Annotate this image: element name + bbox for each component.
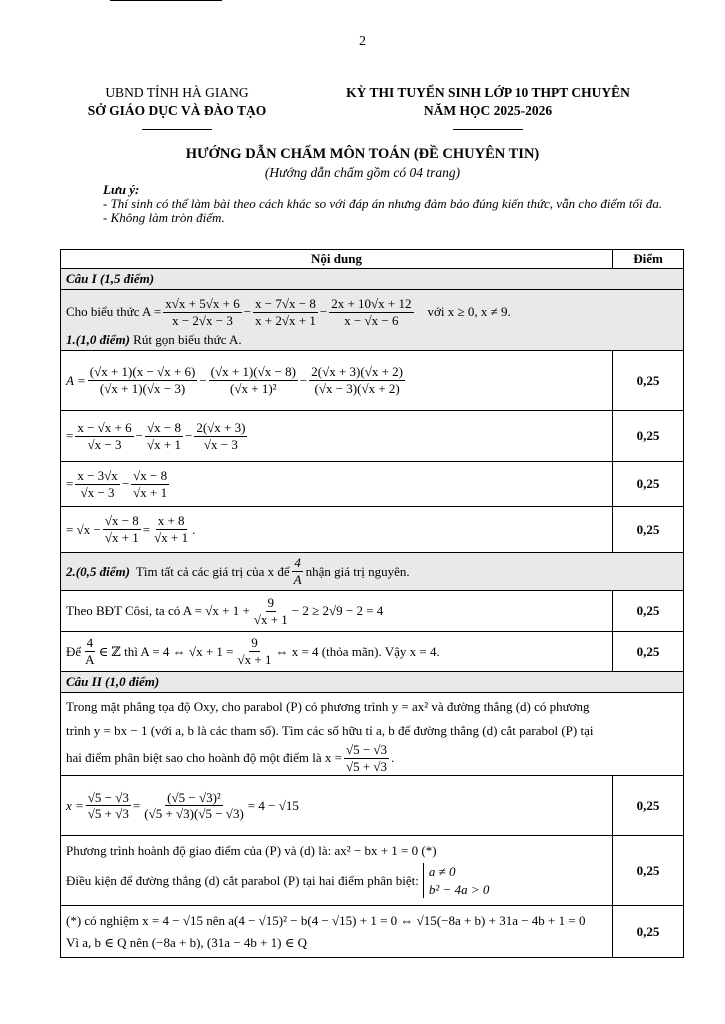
step6-prefix: Để <box>66 643 82 659</box>
table-header-row <box>61 250 684 269</box>
q1-part2-f-den: A <box>293 572 302 587</box>
solution-step-2: = $\frac{x - √x + 6}{√x - 3}$ − $\frac{√x - 8}{√x + 1}$ − $\frac{2(√x + 3)}{√x - 3}$ <box>61 411 613 462</box>
q1-part1-line <box>66 332 678 348</box>
score-cell: 0,25 <box>613 462 684 507</box>
solution-row <box>61 632 684 672</box>
question-1-part2-row <box>61 553 684 591</box>
step8-line1: Phương trình hoành độ giao điểm của (P) và (d) là: ax² − bx + 1 = 0 (*) <box>66 843 437 859</box>
note-item: - Thí sinh có thể làm bài theo cách khác so với đáp án nhưng đảm bảo đúng kiến thức, vẫn cho điểm tối đa. <box>103 196 663 211</box>
q1-f1-num: x√x + 5√x + 6 <box>165 295 240 311</box>
step3-a-den: √x − 3 <box>80 484 115 500</box>
header-score: Điểm <box>613 250 684 269</box>
q2-intro-line1: Trong mặt phẳng tọa độ Oxy, cho parabol (P) có phương trình y = ax² và đường thẳng (d) có phương <box>66 699 590 714</box>
step3-b-den: √x + 1 <box>133 484 168 500</box>
section-row-q1 <box>61 269 684 290</box>
grading-table <box>60 249 684 958</box>
q2-intro-line2: trình y = bx − 1 (với a, b là các tham số). Tìm các số hữu tỉ a, b để đường thẳng (d) cắt parabol (P) tại <box>66 723 594 738</box>
solution-step-8 <box>61 836 613 906</box>
step5-f-num: 9 <box>267 594 275 610</box>
page-number: 2 <box>359 34 366 49</box>
q1-part1-text: Rút gọn biểu thức A. <box>133 332 242 347</box>
notes <box>103 183 663 225</box>
step1-c-den: (√x − 3)(√x + 2) <box>314 381 400 396</box>
step1-lhs: A = <box>66 372 86 388</box>
solution-step-7: x = $\frac{√5 - √3}{√5 + √3}$ = $\frac{\text{(√5 − √3)²}}{(√5 + √3)(√5 - √3)}$ = 4 − √15 <box>61 776 613 836</box>
step2-b-num: √x − 8 <box>147 419 181 435</box>
q1-f2-den: x + 2√x + 1 <box>255 312 316 328</box>
step7-b-num: (√5 − √3)² <box>167 789 221 805</box>
question-2-intro: Trong mặt phẳng tọa độ Oxy, cho parabol (P) có phương trình y = ax² và đường thẳng (d) có phương trình y = bx − 1 (với a, b là các tham số). Tìm các số hữu tỉ a, b để đường thẳng (d) cắt parabol (P) tại hai điểm phân biệt sao cho hoành độ một điểm là x = $\frac{√5 - √3}{√5 + √3}$ . <box>61 693 684 776</box>
score-cell: 0,25 <box>613 351 684 411</box>
document-subtitle: (Hướng dẫn chấm gồm có 04 trang) <box>264 165 461 180</box>
top-rule <box>110 0 222 1</box>
step2-c-num: 2(√x + 3) <box>196 419 246 435</box>
header-left <box>66 84 288 138</box>
step4-b-num: x + 8 <box>157 513 185 529</box>
step6-f2-den: √x + 1 <box>237 652 272 667</box>
score-cell: 0,25 <box>613 836 684 906</box>
score-cell: 0,25 <box>613 776 684 836</box>
question-1-part2 <box>61 553 684 591</box>
header-right-underline <box>318 120 658 138</box>
q1-part2-f-num: 4 <box>294 555 301 571</box>
step3-b-num: √x − 8 <box>133 467 168 483</box>
header-right <box>318 84 658 138</box>
q1-f1-den: x − 2√x − 3 <box>172 312 233 328</box>
solution-step-3: = $\frac{x - 3√x}{√x - 3}$ − $\frac{√x - 8}{√x + 1}$ <box>61 462 613 507</box>
step6-f2-num: 9 <box>251 635 258 651</box>
step1-a-den: (√x + 1)(√x − 3) <box>99 381 186 396</box>
section-row-q2 <box>61 672 684 693</box>
question-2-title: Câu II (1,0 điểm) <box>61 672 684 693</box>
step3-a-num: x − 3√x <box>77 467 118 483</box>
step8-line2: Điều kiện để đường thẳng (d) cắt parabol (P) tại hai điểm phân biệt: <box>66 872 419 888</box>
q1-intro-prefix: Cho biểu thức A = <box>66 304 162 319</box>
score-cell: 0,25 <box>613 632 684 672</box>
score-cell: 0,25 <box>613 591 684 632</box>
q1-part2-text1: Tìm tất cả các giá trị của x để <box>135 563 290 579</box>
solution-row <box>61 507 684 553</box>
header-left-line2: SỞ GIÁO DỤC VÀ ĐÀO TẠO <box>87 103 267 118</box>
q1-intro-condition: với x ≥ 0, x ≠ 9. <box>427 304 511 319</box>
question-1-title: Câu I (1,5 điểm) <box>61 269 684 290</box>
solution-step-6 <box>61 632 613 672</box>
question-1-intro-row <box>61 290 684 351</box>
step1-b-num: (√x + 1)(√x − 8) <box>210 364 296 380</box>
solution-row <box>61 462 684 507</box>
step4-a-den: √x + 1 <box>104 530 139 545</box>
step7-lhs: x = <box>66 797 84 813</box>
notes-heading: Lưu ý: <box>103 182 140 197</box>
step9-line2: Vì a, b ∈ Q nên (−8a + b), (31a − 4b + 1) ∈ Q <box>66 934 307 950</box>
document-title: HƯỚNG DẪN CHẤM MÔN TOÁN (ĐỀ CHUYÊN TIN) <box>185 146 540 162</box>
step7-a-den: √5 + √3 <box>87 806 129 822</box>
score-cell: 0,25 <box>613 906 684 958</box>
step8-cond1: a ≠ 0 <box>428 864 456 880</box>
step5-suffix: − 2 ≥ 2√9 − 2 = 4 <box>291 603 384 618</box>
q2-intro-line3: hai điểm phân biệt sao cho hoành độ một điểm là x = <box>66 749 342 765</box>
solution-row <box>61 776 684 836</box>
step4-b-den: √x + 1 <box>154 530 189 545</box>
header-right-line2: NĂM HỌC 2025-2026 <box>423 103 553 118</box>
step6-f-den: A <box>85 652 95 667</box>
header-left-line1: UBND TỈNH HÀ GIANG <box>105 85 249 100</box>
q2-intro-f-num: √5 − √3 <box>345 742 388 757</box>
score-cell: 0,25 <box>613 507 684 553</box>
step7-result: = 4 − √15 <box>247 797 299 813</box>
solution-step-5 <box>61 591 613 632</box>
q1-f3-den: x − √x − 6 <box>344 312 399 328</box>
condition-system <box>423 863 489 898</box>
solution-step-1: A = $\frac{(√x + 1)(x - √x + 6)}{(√x + 1)(√x - 3)}$ − $\frac{(√x + 1)(√x - 8)}{\text{(√x + 1)²}}$ − $\frac{2(√x + 3)(√x + 2)}{(√x - 3)(√x + 2)}$ <box>61 351 613 411</box>
step2-b-den: √x + 1 <box>147 436 181 452</box>
header-content: Nội dung <box>61 250 613 269</box>
step6-f-num: 4 <box>86 635 94 651</box>
solution-step-4: = √x − $\frac{√x - 8}{√x + 1}$ = $\frac{x + 8}{√x + 1}$ . <box>61 507 613 553</box>
solution-row <box>61 906 684 958</box>
note-item: - Không làm tròn điểm. <box>103 210 225 225</box>
q1-f2-num: x − 7√x − 8 <box>255 295 316 311</box>
step9-line1: (*) có nghiệm x = 4 − √15 nên a(4 − √15)² − b(4 − √15) + 1 = 0 ⇔ √15(−8a + b) + 31a − 4b + 1 = 0 <box>66 912 586 928</box>
step1-a-num: (√x + 1)(x − √x + 6) <box>89 364 196 380</box>
solution-step-9 <box>61 906 613 958</box>
step8-cond2: b² − 4a > 0 <box>428 881 490 897</box>
header-right-line1: KỲ THI TUYỂN SINH LỚP 10 THPT CHUYÊN <box>346 85 630 100</box>
step4-lead: = √x − <box>66 521 101 537</box>
solution-row <box>61 411 684 462</box>
header-left-underline <box>66 120 288 138</box>
step6-middle: ∈ ℤ thì A = 4 ⇔ √x + 1 = <box>98 643 234 659</box>
step2-a-den: √x − 3 <box>87 436 122 452</box>
step5-prefix: Theo BĐT Côsi, ta có A = √x + 1 + <box>66 603 250 618</box>
q1-f3-num: 2x + 10√x + 12 <box>331 295 412 311</box>
q1-part2-text2: nhận giá trị nguyên. <box>305 563 410 579</box>
step2-a-num: x − √x + 6 <box>77 419 132 435</box>
step5-f-den: √x + 1 <box>253 611 288 627</box>
step1-b-den: (√x + 1)² <box>230 381 277 396</box>
step6-suffix: ⇔ x = 4 (thỏa mãn). Vậy x = 4. <box>275 643 440 659</box>
q1-part1-label: 1.(1,0 điểm) <box>66 332 130 347</box>
solution-row <box>61 836 684 906</box>
step4-a-num: √x − 8 <box>104 513 139 529</box>
solution-row <box>61 351 684 411</box>
step2-c-den: √x − 3 <box>203 436 238 452</box>
step7-a-num: √5 − √3 <box>87 789 129 805</box>
solution-row <box>61 591 684 632</box>
score-cell: 0,25 <box>613 411 684 462</box>
q1-part2-label: 2.(0,5 điểm) <box>66 563 130 579</box>
question-2-intro-row <box>61 693 684 776</box>
step7-b-den: (√5 + √3)(√5 − √3) <box>144 806 244 822</box>
q2-intro-f-den: √5 + √3 <box>345 758 388 774</box>
step1-c-num: 2(√x + 3)(√x + 2) <box>311 364 404 380</box>
question-1-intro: Cho biểu thức A = $\frac{x√x + 5√x + 6}{x - 2√x - 3}$ − $\frac{x - 7√x - 8}{x + 2√x + 1}$ − $\frac{2x + 10√x + 12}{x - √x - 6}$ với x ≥ 0, x ≠ 9. 1.(1,0 điểm) Rút gọn biểu thức A. <box>61 290 684 351</box>
